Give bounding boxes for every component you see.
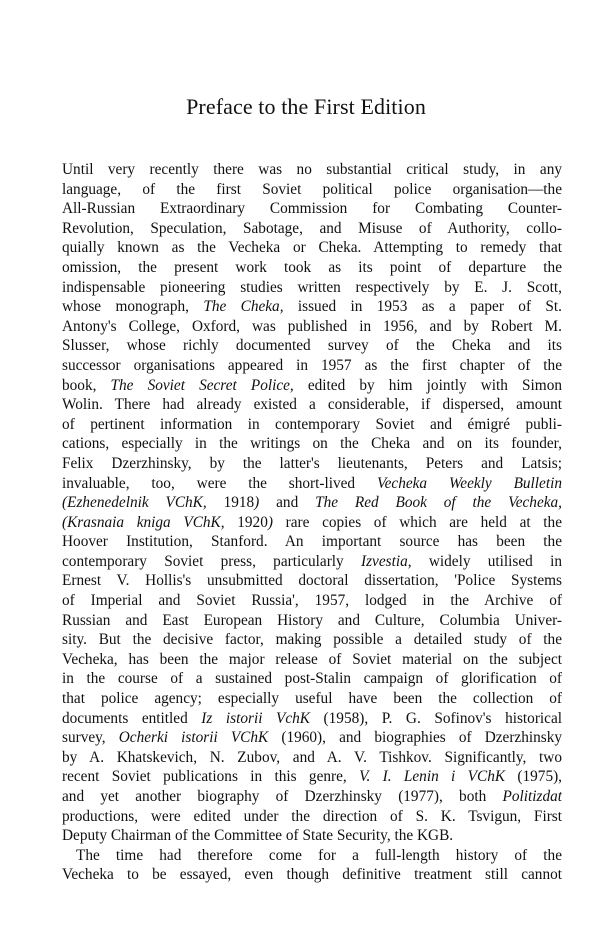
text-line bbox=[62, 709, 562, 729]
italic-text-segment: Ocherki istorii VChK bbox=[118, 729, 269, 747]
text-segment: successor organisations appeared in 1957 as the first chapter of the bbox=[62, 356, 562, 374]
text-line bbox=[62, 865, 562, 885]
text-line bbox=[62, 552, 562, 572]
text-line bbox=[62, 650, 562, 670]
text-segment: (1958), P. G. Sofinov's historical bbox=[310, 709, 562, 727]
text-line bbox=[62, 787, 562, 807]
text-line bbox=[62, 611, 562, 631]
text-segment: invaluable, too, were the short-lived bbox=[62, 474, 377, 492]
page-title: Preface to the First Edition bbox=[186, 94, 426, 119]
text-line bbox=[62, 807, 562, 827]
italic-text-segment: ) bbox=[267, 513, 273, 531]
text-segment: 1918 bbox=[206, 494, 255, 512]
text-segment: contemporary Soviet press, particularly bbox=[62, 552, 361, 570]
text-segment: Hoover Institution, Stanford. An important source has been the bbox=[62, 533, 562, 551]
text-line bbox=[62, 219, 562, 239]
text-segment: quially known as the Vecheka or Cheka. Attempting to remedy that bbox=[62, 239, 562, 257]
italic-text-segment: V. I. Lenin i VChK bbox=[359, 768, 506, 786]
text-segment: recent Soviet publications in this genre, bbox=[62, 768, 360, 786]
text-line bbox=[62, 669, 562, 689]
text-segment: omission, the present work took as its point of departure the bbox=[62, 258, 562, 276]
italic-text-segment: Iz istorii VchK bbox=[201, 709, 310, 727]
text-segment: All-Russian Extraordinary Commission for Combating Counter- bbox=[62, 200, 562, 218]
text-segment: issued in 1953 as a paper of St. bbox=[283, 298, 562, 316]
italic-text-segment: The Cheka, bbox=[203, 298, 284, 316]
text-segment: Russian and East European History and Culture, Columbia Univer- bbox=[62, 611, 562, 629]
text-segment: indispensable pioneering studies written respectively by E. J. Scott, bbox=[62, 278, 562, 296]
text-line bbox=[62, 513, 562, 533]
text-line bbox=[62, 630, 562, 650]
text-line bbox=[62, 571, 562, 591]
text-line bbox=[62, 454, 562, 474]
text-segment: productions, were edited under the direction of S. K. Tsvigun, First bbox=[62, 807, 562, 825]
text-segment: Wolin. There had already existed a considerable, if dispersed, amount bbox=[62, 396, 562, 414]
text-segment: by A. Khatskevich, N. Zubov, and A. V. Tishkov. Significantly, two bbox=[62, 748, 562, 766]
text-segment: documents entitled bbox=[62, 709, 202, 727]
text-segment: Felix Dzerzhinsky, by the latter's lieutenants, Peters and Latsis; bbox=[62, 454, 562, 472]
text-line bbox=[62, 180, 562, 200]
text-segment: book, bbox=[62, 376, 111, 394]
text-line bbox=[62, 767, 562, 787]
italic-text-segment: Vecheka Weekly Bulletin bbox=[376, 474, 562, 492]
text-line bbox=[62, 395, 562, 415]
text-line bbox=[62, 238, 562, 258]
text-line bbox=[62, 336, 562, 356]
text-line bbox=[62, 278, 562, 298]
text-line bbox=[62, 826, 562, 846]
italic-text-segment: (Krasnaia kniga VChK, bbox=[62, 513, 225, 531]
text-segment: Revolution, Speculation, Sabotage, and Misuse of Authority, collo- bbox=[62, 219, 562, 237]
text-line bbox=[62, 160, 562, 180]
text-segment: of pertinent information in contemporary Soviet and émigré publi- bbox=[62, 415, 562, 433]
text-segment: Deputy Chairman of the Committee of State Security, the KGB. bbox=[62, 827, 454, 845]
text-segment: widely utilised in bbox=[411, 552, 562, 570]
text-line bbox=[62, 748, 562, 768]
text-line bbox=[62, 846, 562, 866]
text-segment: rare copies of which are held at the bbox=[272, 513, 562, 531]
text-segment: The time had therefore come for a full-length history of the bbox=[76, 846, 562, 864]
text-segment: Antony's College, Oxford, was published in 1956, and by Robert M. bbox=[62, 317, 562, 335]
text-line bbox=[62, 415, 562, 435]
text-segment: sity. But the decisive factor, making possible a detailed study of the bbox=[62, 631, 562, 649]
text-line bbox=[62, 689, 562, 709]
text-segment: Ernest V. Hollis's unsubmitted doctoral dissertation, 'Police Systems bbox=[62, 572, 562, 590]
text-line bbox=[62, 297, 562, 317]
text-segment: survey, bbox=[62, 729, 119, 747]
text-segment: (1975), bbox=[505, 768, 562, 786]
text-line bbox=[62, 728, 562, 748]
text-line bbox=[62, 199, 562, 219]
text-segment: (1960), and biographies of Dzerzhinsky bbox=[268, 729, 562, 747]
text-segment: edited by him jointly with Simon bbox=[293, 376, 562, 394]
text-segment: 1920 bbox=[224, 513, 268, 531]
italic-text-segment: Izvestia, bbox=[360, 552, 412, 570]
text-segment: Until very recently there was no substantial critical study, in any bbox=[62, 161, 562, 178]
text-segment: language, of the first Soviet political police organisation—the bbox=[62, 180, 562, 198]
text-line bbox=[62, 493, 562, 513]
italic-text-segment: (Ezhenedelnik VChK, bbox=[62, 494, 207, 512]
text-segment: cations, especially in the writings on the Cheka and on its founder, bbox=[62, 435, 562, 453]
text-line bbox=[62, 258, 562, 278]
italic-text-segment: ) bbox=[254, 494, 260, 512]
text-line bbox=[62, 532, 562, 552]
text-line bbox=[62, 434, 562, 454]
italic-text-segment: The Red Book of the Vecheka, bbox=[315, 494, 562, 512]
text-segment: of Imperial and Soviet Russia', 1957, lodged in the Archive of bbox=[62, 592, 562, 610]
text-segment: Vecheka to be essayed, even though definitive treatment still cannot bbox=[62, 866, 562, 884]
body-text bbox=[62, 160, 562, 885]
text-line bbox=[62, 317, 562, 337]
text-line bbox=[62, 474, 562, 494]
italic-text-segment: Politizdat bbox=[502, 788, 562, 805]
text-segment: in the course of a sustained post-Stalin campaign of glorification of bbox=[62, 670, 562, 688]
text-segment: that police agency; especially useful have been the collection of bbox=[62, 690, 562, 708]
text-line bbox=[62, 376, 562, 396]
text-segment: and yet another biography of Dzerzhinsky (1977), both bbox=[62, 788, 503, 805]
text-line bbox=[62, 356, 562, 376]
italic-text-segment: The Soviet Secret Police, bbox=[110, 376, 294, 394]
text-segment: Vecheka, has been the major release of Soviet material on the subject bbox=[62, 650, 562, 668]
text-line bbox=[62, 591, 562, 611]
text-segment: Slusser, whose richly documented survey of the Cheka and its bbox=[62, 337, 562, 355]
text-segment: and bbox=[259, 494, 316, 512]
text-segment: whose monograph, bbox=[62, 298, 204, 316]
